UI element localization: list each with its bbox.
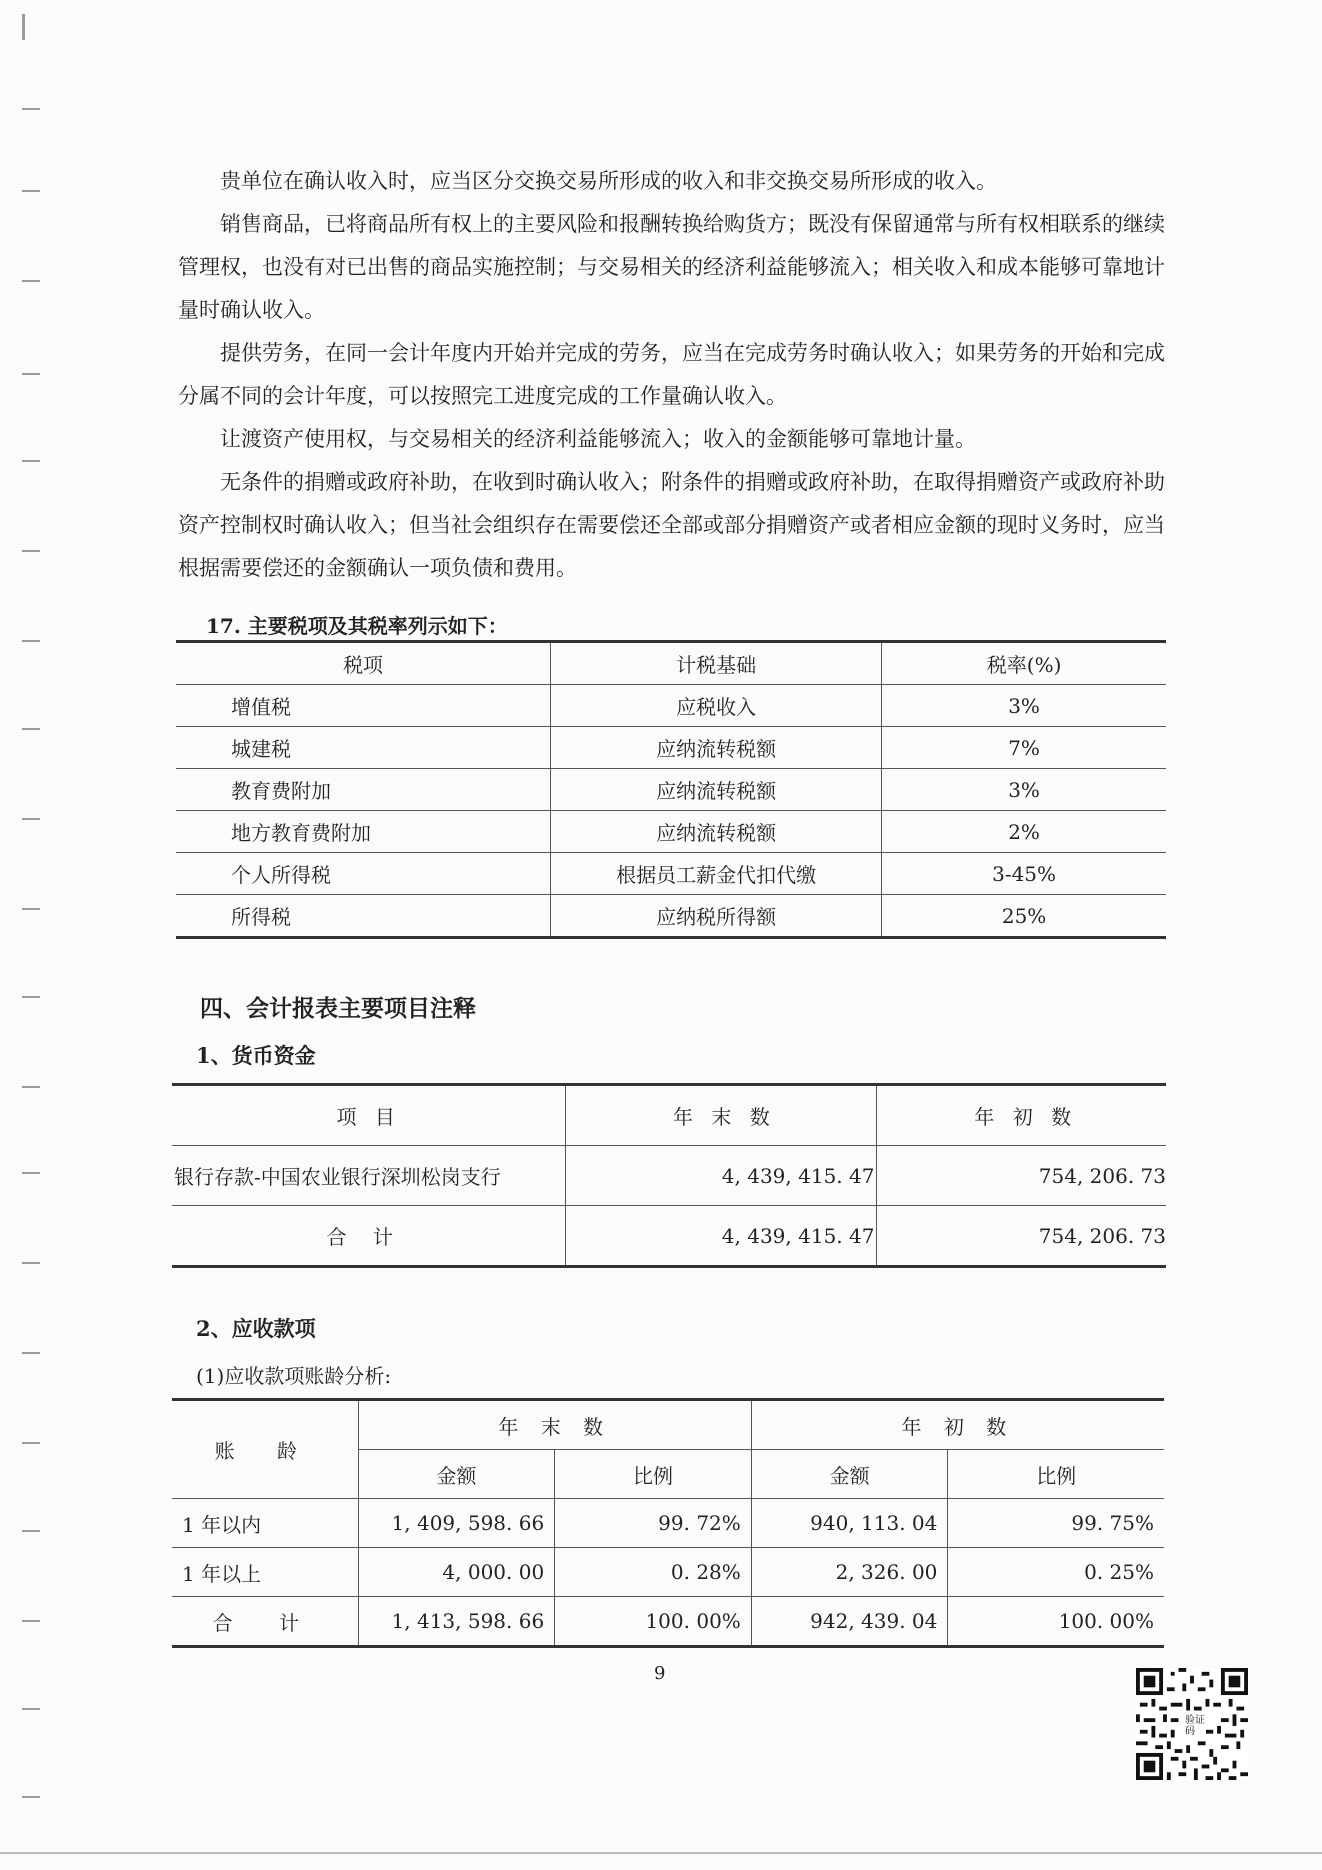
- tax-name: 城建税: [176, 727, 551, 769]
- paragraph: 让渡资产使用权，与交易相关的经济利益能够流入；收入的金额能够可靠地计量。: [220, 427, 976, 451]
- paragraph: 无条件的捐赠或政府补助，在收到时确认收入；附条件的捐赠或政府补助，在取得捐赠资产或政府补助资产控制权时确认收入；但当社会组织存在需要偿还全部或部分捐赠资产或者相应金额的现时义务时，应当根据需要偿还的金额确认一项负债和费用。: [178, 470, 1165, 580]
- age-label: 1 年以内: [172, 1499, 358, 1548]
- end-amount: 4, 000. 00: [358, 1548, 555, 1597]
- ratio-header: 比例: [555, 1450, 752, 1499]
- end-amount: 1, 413, 598. 66: [358, 1597, 555, 1647]
- end-ratio: 100. 00%: [555, 1597, 752, 1647]
- cash-table: [172, 1083, 1166, 1268]
- column-header: 年 末 数: [566, 1085, 877, 1146]
- table-row: [176, 769, 1166, 811]
- table-row: [176, 727, 1166, 769]
- tax-basis: 应纳流转税额: [551, 727, 882, 769]
- begin-balance: 754, 206. 73: [877, 1146, 1166, 1206]
- tax-basis: 应纳流转税额: [551, 769, 882, 811]
- receivables-title: 2、应收款项: [196, 1316, 316, 1341]
- table-row: [176, 895, 1166, 938]
- begin-amount: 942, 439. 04: [751, 1597, 948, 1647]
- begin-ratio: 99. 75%: [948, 1499, 1164, 1548]
- end-ratio: 0. 28%: [555, 1548, 752, 1597]
- tax-rate: 25%: [882, 895, 1166, 938]
- amount-header: 金额: [358, 1450, 555, 1499]
- column-header: 项 目: [172, 1085, 566, 1146]
- page-number: 9: [654, 1663, 666, 1684]
- tax-name: 所得税: [176, 895, 551, 938]
- receivables-note: (1)应收款项账龄分析:: [196, 1364, 392, 1388]
- receivables-aging-table: [172, 1398, 1164, 1648]
- column-header: 年 初 数: [877, 1085, 1166, 1146]
- end-balance: 4, 439, 415. 47: [566, 1206, 877, 1267]
- begin-balance: 754, 206. 73: [877, 1206, 1166, 1267]
- tax-basis: 应税收入: [551, 685, 882, 727]
- table-row: [176, 853, 1166, 895]
- tax-table-caption: 17. 主要税项及其税率列示如下：: [206, 614, 508, 638]
- tax-name: 增值税: [176, 685, 551, 727]
- column-header: 税项: [176, 642, 551, 685]
- paragraph: 销售商品，已将商品所有权上的主要风险和报酬转换给购货方；既没有保留通常与所有权相联系的继续管理权，也没有对已出售的商品实施控制；与交易相关的经济利益能够流入；相关收入和成本能够可靠地计量时确认收入。: [178, 212, 1165, 322]
- tax-name: 地方教育费附加: [176, 811, 551, 853]
- tax-rate: 7%: [882, 727, 1166, 769]
- section-heading: 四、会计报表主要项目注释: [200, 995, 476, 1022]
- tax-rate: 3-45%: [882, 853, 1166, 895]
- paragraph: 贵单位在确认收入时，应当区分交换交易所形成的收入和非交换交易所形成的收入。: [220, 169, 997, 193]
- age-label: 1 年以上: [172, 1548, 358, 1597]
- tax-basis: 根据员工薪金代扣代缴: [551, 853, 882, 895]
- tax-rate: 2%: [882, 811, 1166, 853]
- age-header: 账 龄: [172, 1400, 358, 1499]
- table-row: [172, 1206, 1166, 1267]
- ratio-header: 比例: [948, 1450, 1164, 1499]
- table-row: [172, 1597, 1164, 1647]
- begin-group-header: 年 初 数: [751, 1400, 1164, 1450]
- table-row: [172, 1499, 1164, 1548]
- begin-amount: 2, 326. 00: [751, 1548, 948, 1597]
- end-group-header: 年 末 数: [358, 1400, 751, 1450]
- amount-header: 金额: [751, 1450, 948, 1499]
- tax-name: 个人所得税: [176, 853, 551, 895]
- tax-rate: 3%: [882, 685, 1166, 727]
- tax-rate-table: [176, 640, 1166, 939]
- cash-title: 1、货币资金: [196, 1043, 316, 1068]
- tax-basis: 应纳流转税额: [551, 811, 882, 853]
- bottom-edge: [0, 1852, 1322, 1854]
- total-label: 合 计: [172, 1597, 358, 1647]
- binder-margin: [22, 0, 42, 1870]
- tax-name: 教育费附加: [176, 769, 551, 811]
- begin-amount: 940, 113. 04: [751, 1499, 948, 1548]
- begin-ratio: 0. 25%: [948, 1548, 1164, 1597]
- tax-basis: 应纳税所得额: [551, 895, 882, 938]
- qr-label: 验证 码: [1185, 1715, 1205, 1737]
- end-ratio: 99. 72%: [555, 1499, 752, 1548]
- table-row: [172, 1548, 1164, 1597]
- table-row: [176, 685, 1166, 727]
- table-row: [172, 1146, 1166, 1206]
- paragraph: 提供劳务，在同一会计年度内开始并完成的劳务，应当在完成劳务时确认收入；如果劳务的开始和完成分属不同的会计年度，可以按照完工进度完成的工作量确认收入。: [178, 341, 1165, 408]
- item-name: 银行存款-中国农业银行深圳松岗支行: [172, 1146, 566, 1206]
- total-label: 合 计: [172, 1206, 566, 1267]
- end-balance: 4, 439, 415. 47: [566, 1146, 877, 1206]
- column-header: 计税基础: [551, 642, 882, 685]
- begin-ratio: 100. 00%: [948, 1597, 1164, 1647]
- table-row: [176, 811, 1166, 853]
- income-recognition-text: [178, 160, 1166, 590]
- column-header: 税率(%): [882, 642, 1166, 685]
- tax-rate: 3%: [882, 769, 1166, 811]
- end-amount: 1, 409, 598. 66: [358, 1499, 555, 1548]
